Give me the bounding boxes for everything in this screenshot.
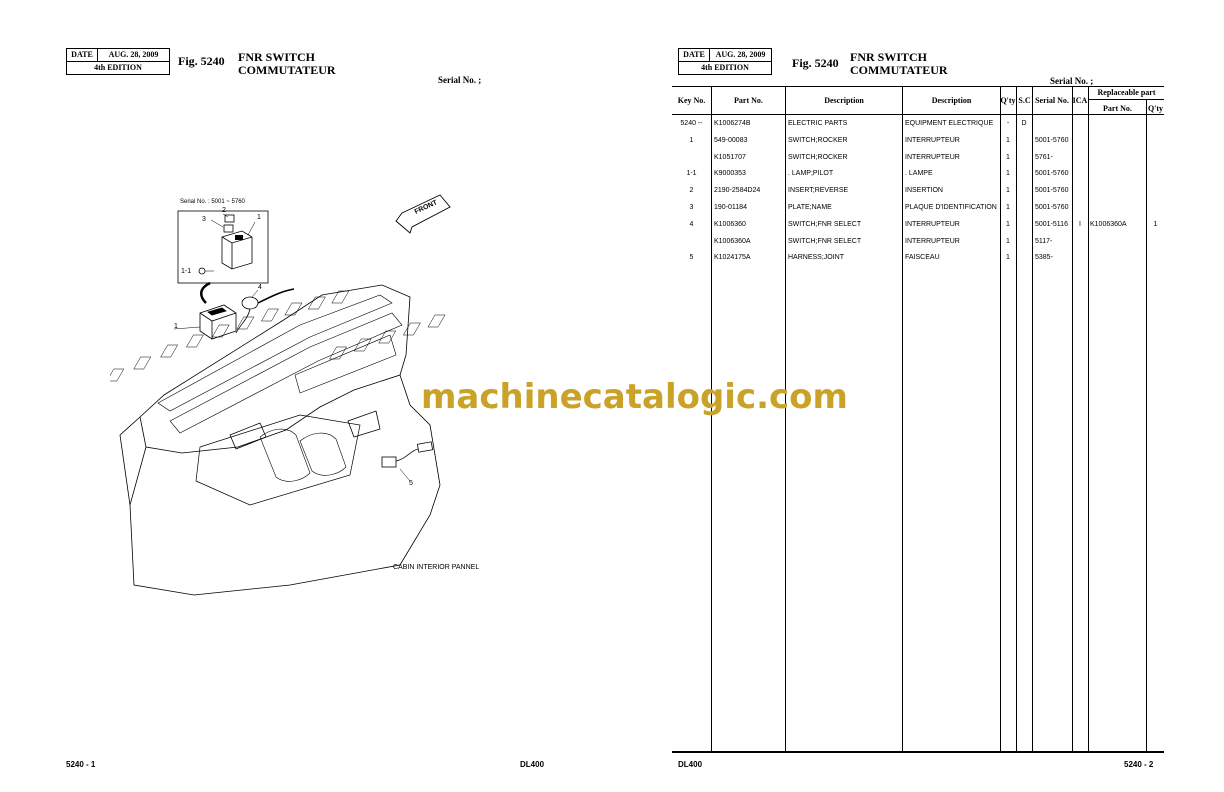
date-value: AUG. 28, 2009 <box>715 50 766 59</box>
cell-serial-no: 5001-5760 <box>1035 136 1069 144</box>
callout-1: 1 <box>174 323 178 330</box>
header-replaceable-part: Replaceable part <box>1097 88 1156 97</box>
cell-serial-no: 5001-5760 <box>1035 170 1069 178</box>
col-divider <box>1032 86 1033 751</box>
cell-key-no: 1-1 <box>686 170 697 178</box>
watermark: machinecatalogic.com <box>421 377 848 417</box>
cell-description-fr: FAISCEAU <box>905 254 940 262</box>
header-description-en: Description <box>824 96 864 105</box>
header-sc: S.C <box>1018 96 1031 105</box>
inset-serial-label: Serial No. : 5001 ~ 5760 <box>180 199 245 205</box>
edition-label: 4th EDITION <box>94 63 142 72</box>
cell-description-fr: EQUIPMENT ELECTRIQUE <box>905 120 994 127</box>
cell-description-fr: INTERRUPTEUR <box>905 136 960 144</box>
cell-description-en: SWITCH;FNR SELECT <box>788 237 862 245</box>
title-french: COMMUTATEUR <box>238 63 336 77</box>
cell-serial-no: 5761- <box>1035 153 1053 161</box>
col-divider <box>785 86 786 751</box>
date-label: DATE <box>67 49 98 61</box>
cell-ica: I <box>1079 220 1081 228</box>
header-serial-no: Serial No. <box>1035 96 1069 105</box>
cell-serial-no: 5001-5116 <box>1035 220 1068 228</box>
title-english: FNR SWITCH <box>238 50 316 64</box>
header-description-fr: Description <box>931 96 972 105</box>
date-label: DATE <box>679 49 710 61</box>
cell-description-en: . LAMP;PILOT <box>788 170 834 178</box>
cell-serial-no: 5117- <box>1035 237 1053 245</box>
cell-part-no: K1051707 <box>714 153 746 161</box>
callout-1-1: 1-1 <box>181 268 192 275</box>
col-divider <box>1072 86 1073 751</box>
cell-key-no: 2 <box>689 187 694 195</box>
col-divider <box>711 86 712 751</box>
cell-description-fr: PLAQUE D'IDENTIFICATION <box>905 204 997 211</box>
cell-qty: 1 <box>1006 237 1010 245</box>
col-divider <box>1016 86 1017 751</box>
cell-qty: 1 <box>1006 220 1010 228</box>
cell-replaceable-qty: 1 <box>1153 220 1158 228</box>
cell-qty: 1 <box>1006 170 1010 178</box>
cell-description-en: INSERT;REVERSE <box>788 187 849 195</box>
figure-number: Fig. 5240 <box>792 56 839 70</box>
col-divider <box>1088 86 1089 751</box>
cell-part-no: K1006360 <box>714 220 746 228</box>
cell-part-no: 2190-2584D24 <box>714 187 761 195</box>
cell-qty: 1 <box>1006 254 1010 262</box>
cell-description-en: SWITCH;FNR SELECT <box>788 220 862 228</box>
table-bottom-rule <box>672 751 1164 753</box>
cell-part-no: 190-01184 <box>714 204 747 211</box>
header-rep-qty: Q'ty <box>1147 104 1164 113</box>
date-box-right <box>678 48 772 75</box>
cell-description-en: PLATE;NAME <box>788 204 832 211</box>
callout-3: 3 <box>202 216 206 223</box>
cell-description-fr: INTERRUPTEUR <box>905 220 960 228</box>
cell-qty: 1 <box>1006 204 1010 211</box>
col-divider <box>1000 86 1001 751</box>
cell-qty: 1 <box>1006 153 1010 161</box>
cell-description-fr: INSERTION <box>905 187 943 195</box>
cell-part-no: K1006360A <box>714 237 751 245</box>
date-box-left <box>66 48 170 75</box>
cell-key-no: 1 <box>689 136 694 144</box>
cell-qty: 1 <box>1006 187 1010 195</box>
cell-part-no: K1006274B <box>714 120 751 127</box>
cell-replaceable-part-no: K1006360A <box>1090 220 1127 228</box>
cell-key-no: 5 <box>689 254 694 262</box>
date-value: AUG. 28, 2009 <box>108 50 159 59</box>
col-divider <box>1146 100 1147 751</box>
cell-description-en: SWITCH;ROCKER <box>788 153 848 161</box>
replaceable-sub-rule <box>1089 99 1164 100</box>
cell-key-no: 3 <box>689 204 694 211</box>
cell-part-no: K1024175A <box>714 254 751 262</box>
title-french: COMMUTATEUR <box>850 63 948 77</box>
cell-part-no: 549-00083 <box>714 136 748 144</box>
footer-page-number-left: 5240 - 1 <box>66 760 96 769</box>
cell-serial-no: 5385- <box>1035 254 1053 262</box>
header-rep-part-no: Part No. <box>1103 104 1132 113</box>
table-top-rule <box>672 86 1164 87</box>
header-ica: ICA <box>1072 96 1088 105</box>
footer-model-right: DL400 <box>678 760 703 769</box>
cell-serial-no: 5001-5760 <box>1035 187 1069 195</box>
table-header-rule <box>672 114 1164 115</box>
callout-1-inset: 1 <box>257 214 261 221</box>
callout-5: 5 <box>409 480 413 487</box>
serial-label: Serial No. ; <box>1050 76 1094 86</box>
cell-key-no: 4 <box>689 220 694 228</box>
cell-part-no: K9000353 <box>714 170 746 178</box>
diagram-caption: CABIN INTERIOR PANNEL <box>393 564 480 571</box>
col-divider <box>902 86 903 751</box>
header-qty: Q'ty <box>1000 96 1016 105</box>
cell-qty: - <box>1006 120 1010 127</box>
serial-label: Serial No. ; <box>438 75 482 85</box>
callout-2: 2 <box>222 207 226 214</box>
header-key-no: Key No. <box>677 96 706 105</box>
cell-description-en: HARNESS;JOINT <box>788 254 845 262</box>
cell-serial-no: 5001-5760 <box>1035 204 1069 211</box>
edition-label: 4th EDITION <box>701 63 749 72</box>
cell-qty: 1 <box>1006 136 1010 144</box>
cell-description-fr: INTERRUPTEUR <box>905 237 960 245</box>
callout-4: 4 <box>258 284 262 291</box>
footer-page-number-right: 5240 - 2 <box>1124 760 1154 769</box>
front-arrow-label: FRONT <box>413 199 439 216</box>
cell-key-no: 5240 -- <box>680 120 703 127</box>
cell-description-fr: . LAMPE <box>905 170 933 178</box>
footer-model-left: DL400 <box>520 760 545 769</box>
cell-description-fr: INTERRUPTEUR <box>905 153 960 161</box>
cell-description-en: ELECTRIC PARTS <box>788 120 848 127</box>
header-part-no: Part No. <box>734 96 763 105</box>
title-english: FNR SWITCH <box>850 50 928 64</box>
cell-sc: D <box>1021 120 1027 127</box>
figure-number: Fig. 5240 <box>178 54 225 68</box>
cell-description-en: SWITCH;ROCKER <box>788 136 848 144</box>
